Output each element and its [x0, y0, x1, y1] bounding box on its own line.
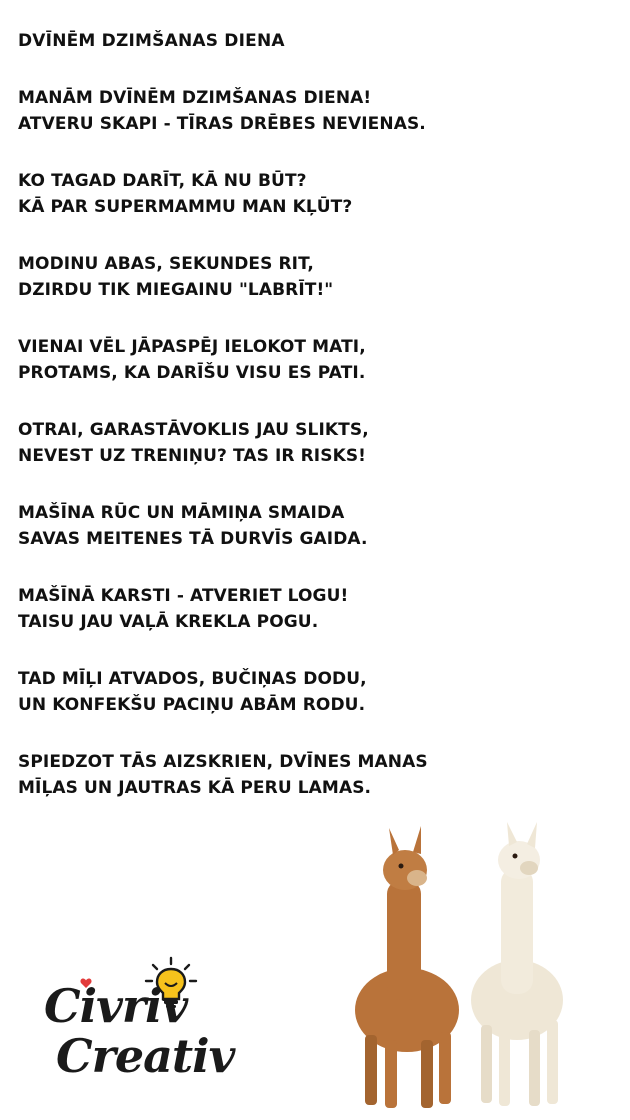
poem-line: TAISU JAU VAĻĀ KREKLA POGU.: [18, 612, 319, 632]
poem-stanza: [18, 168, 608, 220]
poem-stanza: [18, 334, 608, 386]
poem-stanza: [18, 417, 608, 469]
poem-line: MĪĻAS UN JAUTRAS KĀ PERU LAMAS.: [18, 778, 372, 798]
poem-line: SPIEDZOT TĀS AIZSKRIEN, DVĪNES MANAS: [18, 752, 428, 772]
cream-llama: [471, 822, 563, 1106]
poem-stanzas: [18, 85, 608, 801]
poem-stanza: [18, 666, 608, 718]
poem-title: DVĪNĒM DZIMŠANAS DIENA: [18, 31, 285, 51]
logo-word-creativ: Creativ: [56, 1029, 235, 1083]
poem-line: SAVAS MEITENES TĀ DURVĪS GAIDA.: [18, 529, 368, 549]
poem-line: UN KONFEKŠU PACIŅU ABĀM RODU.: [18, 695, 366, 715]
poem-stanza: [18, 583, 608, 635]
poem-stanza: [18, 749, 608, 801]
poem-line: OTRAI, GARASTĀVOKLIS JAU SLIKTS,: [18, 420, 369, 440]
poem-line: MANĀM DVĪNĒM DZIMŠANAS DIENA!: [18, 88, 372, 108]
llamas-illustration: [325, 820, 565, 1110]
civriv-creativ-logo: [38, 955, 235, 1095]
poem-line: ATVERU SKAPI - TĪRAS DRĒBES NEVIENAS.: [18, 114, 426, 134]
brown-llama: [355, 826, 459, 1108]
poem-line: MAŠĪNA RŪC UN MĀMIŅA SMAIDA: [18, 503, 345, 523]
poem-line: NEVEST UZ TRENIŅU? TAS IR RISKS!: [18, 446, 367, 466]
poem: [18, 28, 608, 832]
poem-line: KO TAGAD DARĪT, KĀ NU BŪT?: [18, 171, 307, 191]
poem-stanza: [18, 500, 608, 552]
poem-stanza: [18, 85, 608, 137]
poem-line: KĀ PAR SUPERMAMMU MAN KĻŪT?: [18, 197, 353, 217]
poem-line: VIENAI VĒL JĀPASPĒJ IELOKOT MATI,: [18, 337, 366, 357]
poem-line: DZIRDU TIK MIEGAINU "LABRĪT!": [18, 280, 334, 300]
poem-line: MODINU ABAS, SEKUNDES RIT,: [18, 254, 314, 274]
poem-line: MAŠĪNĀ KARSTI - ATVERIET LOGU!: [18, 586, 349, 606]
poem-line: TAD MĪĻI ATVADOS, BUČIŅAS DODU,: [18, 669, 367, 689]
poem-stanza: [18, 251, 608, 303]
logo-word-civriv: Civriv: [44, 979, 188, 1033]
poem-line: PROTAMS, KA DARĪŠU VISU ES PATI.: [18, 363, 366, 383]
